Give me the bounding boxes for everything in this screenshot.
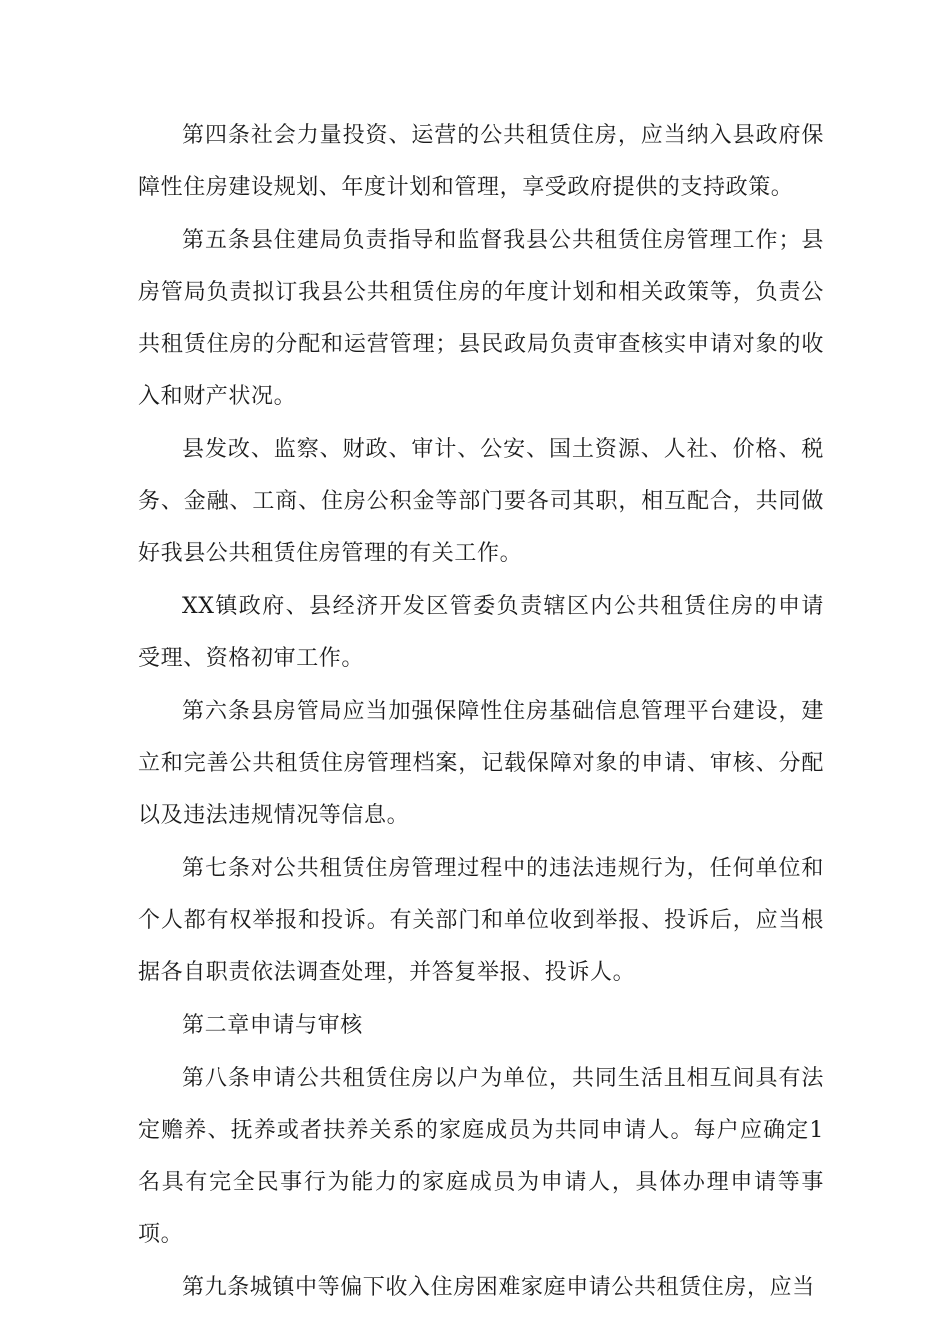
paragraph-article-8: 第八条申请公共租赁住房以户为单位，共同生活且相互间具有法定赡养、抚养或者扶养关系的家庭成员为共同申请人。每户应确定1名具有完全民事行为能力的家庭成员为申请人，具体办理申请等事项。: [138, 1066, 824, 1247]
document-body: [138, 110, 824, 1314]
paragraph-article-7: 第七条对公共租赁住房管理过程中的违法违规行为，任何单位和个人都有权举报和投诉。有关部门和单位收到举报、投诉后，应当根据各自职责依法调查处理，并答复举报、投诉人。: [138, 856, 824, 985]
paragraph-town-government: XX镇政府、县经济开发区管委负责辖区内公共租赁住房的申请受理、资格初审工作。: [138, 594, 824, 671]
paragraph-article-4: 第四条社会力量投资、运营的公共租赁住房，应当纳入县政府保障性住房建设规划、年度计划和管理，享受政府提供的支持政策。: [138, 123, 824, 200]
paragraph-article-6: 第六条县房管局应当加强保障性住房基础信息管理平台建设，建立和完善公共租赁住房管理档案，记载保障对象的申请、审核、分配以及违法违规情况等信息。: [138, 699, 824, 828]
paragraph-departments: 县发改、监察、财政、审计、公安、国土资源、人社、价格、税务、金融、工商、住房公积金等部门要各司其职，相互配合，共同做好我县公共租赁住房管理的有关工作。: [138, 437, 824, 566]
chapter-heading: 第二章申请与审核: [182, 1013, 363, 1038]
paragraph-article-9: 第九条城镇中等偏下收入住房困难家庭申请公共租赁住房，应当: [182, 1275, 815, 1300]
paragraph-article-5: 第五条县住建局负责指导和监督我县公共租赁住房管理工作；县房管局负责拟订我县公共租赁住房的年度计划和相关政策等，负责公共租赁住房的分配和运营管理；县民政局负责审查核实申请对象的收入和财产状况。: [138, 228, 824, 409]
